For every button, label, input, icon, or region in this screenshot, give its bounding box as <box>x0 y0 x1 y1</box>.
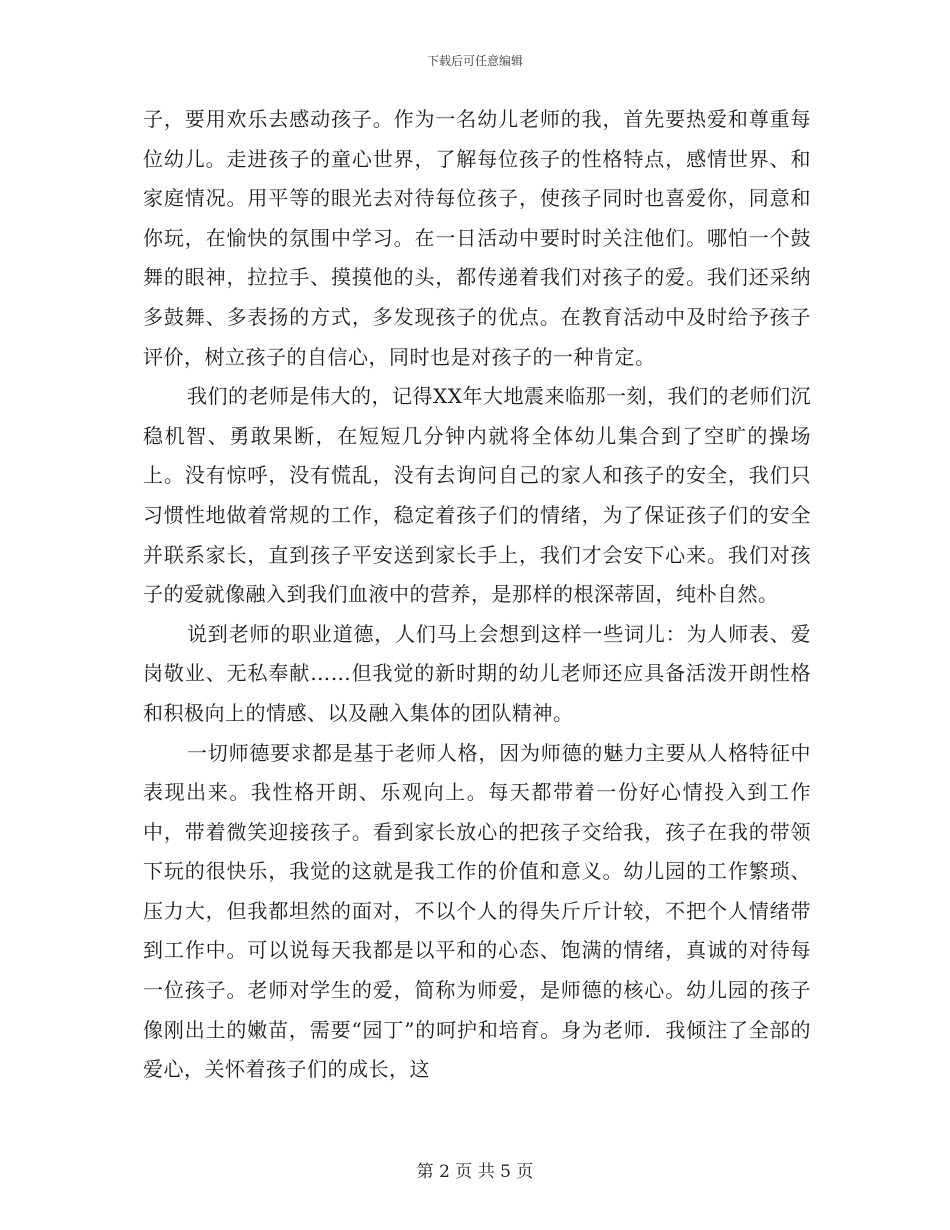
page-header: 下载后可任意编辑 <box>426 54 523 68</box>
paragraph-4: 一切师德要求都是基于老师人格，因为师德的魅力主要从人格特征中表现出来。我性格开朗、乐观向上。每天都带着一份好心情投入到工作中，带着微笑迎接孩子。看到家长放心的把孩子交给我，孩子在我的带领下玩的很快乐，我觉的这就是我工作的价值和意义。幼儿园的工作繁琐、压力大，但我都坦然的面对，不以个人的得失斤斤计较，不把个人情绪带到工作中。可以说每天我都是以平和的心态、饱满的情绪，真诚的对待每一位孩子。老师对学生的爱，简称为师爱，是师德的核心。幼儿园的孩子像刚出土的嫩苗，需要“园丁”的呵护和培育。身为老师．我倾注了全部的爱心，关怀着孩子们的成长，这 <box>143 740 811 1082</box>
paragraph-1: 子，要用欢乐去感动孩子。作为一名幼儿老师的我，首先要热爱和尊重每位幼儿。走进孩子的童心世界，了解每位孩子的性格特点，感情世界、和家庭情况。用平等的眼光去对待每位孩子，使孩子同时也喜爱你，同意和你玩，在愉快的氛围中学习。在一日活动中要时时关注他们。哪怕一个鼓舞的眼神，拉拉手、摸摸他的头，都传递着我们对孩子的爱。我们还采纳多鼓舞、多表扬的方式，多发现孩子的优点。在教育活动中及时给予孩子评价，树立孩子的自信心，同时也是对孩子的一种肯定。 <box>143 107 811 369</box>
paragraph-3: 说到老师的职业道德，人们马上会想到这样一些词儿：为人师表、爱岗敬业、无私奉献……但我觉的新时期的幼儿老师还应具备活泼开朗性格和积极向上的情感、以及融入集体的团队精神。 <box>143 621 811 725</box>
body-text <box>143 100 811 1090</box>
paragraph-2: 我们的老师是伟大的，记得XX年大地震来临那一刻，我们的老师们沉稳机智、勇敢果断，在短短几分钟内就将全体幼儿集合到了空旷的操场上。没有惊呼，没有慌乱，没有去询问自己的家人和孩子的安全，我们只习惯性地做着常规的工作，稳定着孩子们的情绪，为了保证孩子们的安全并联系家长，直到孩子平安送到家长手上，我们才会安下心来。我们对孩子的爱就像融入到我们血液中的营养，是那样的根深蒂固，纯朴自然。 <box>143 384 811 607</box>
page-footer: 第 2 页 共 5 页 <box>416 1162 534 1182</box>
